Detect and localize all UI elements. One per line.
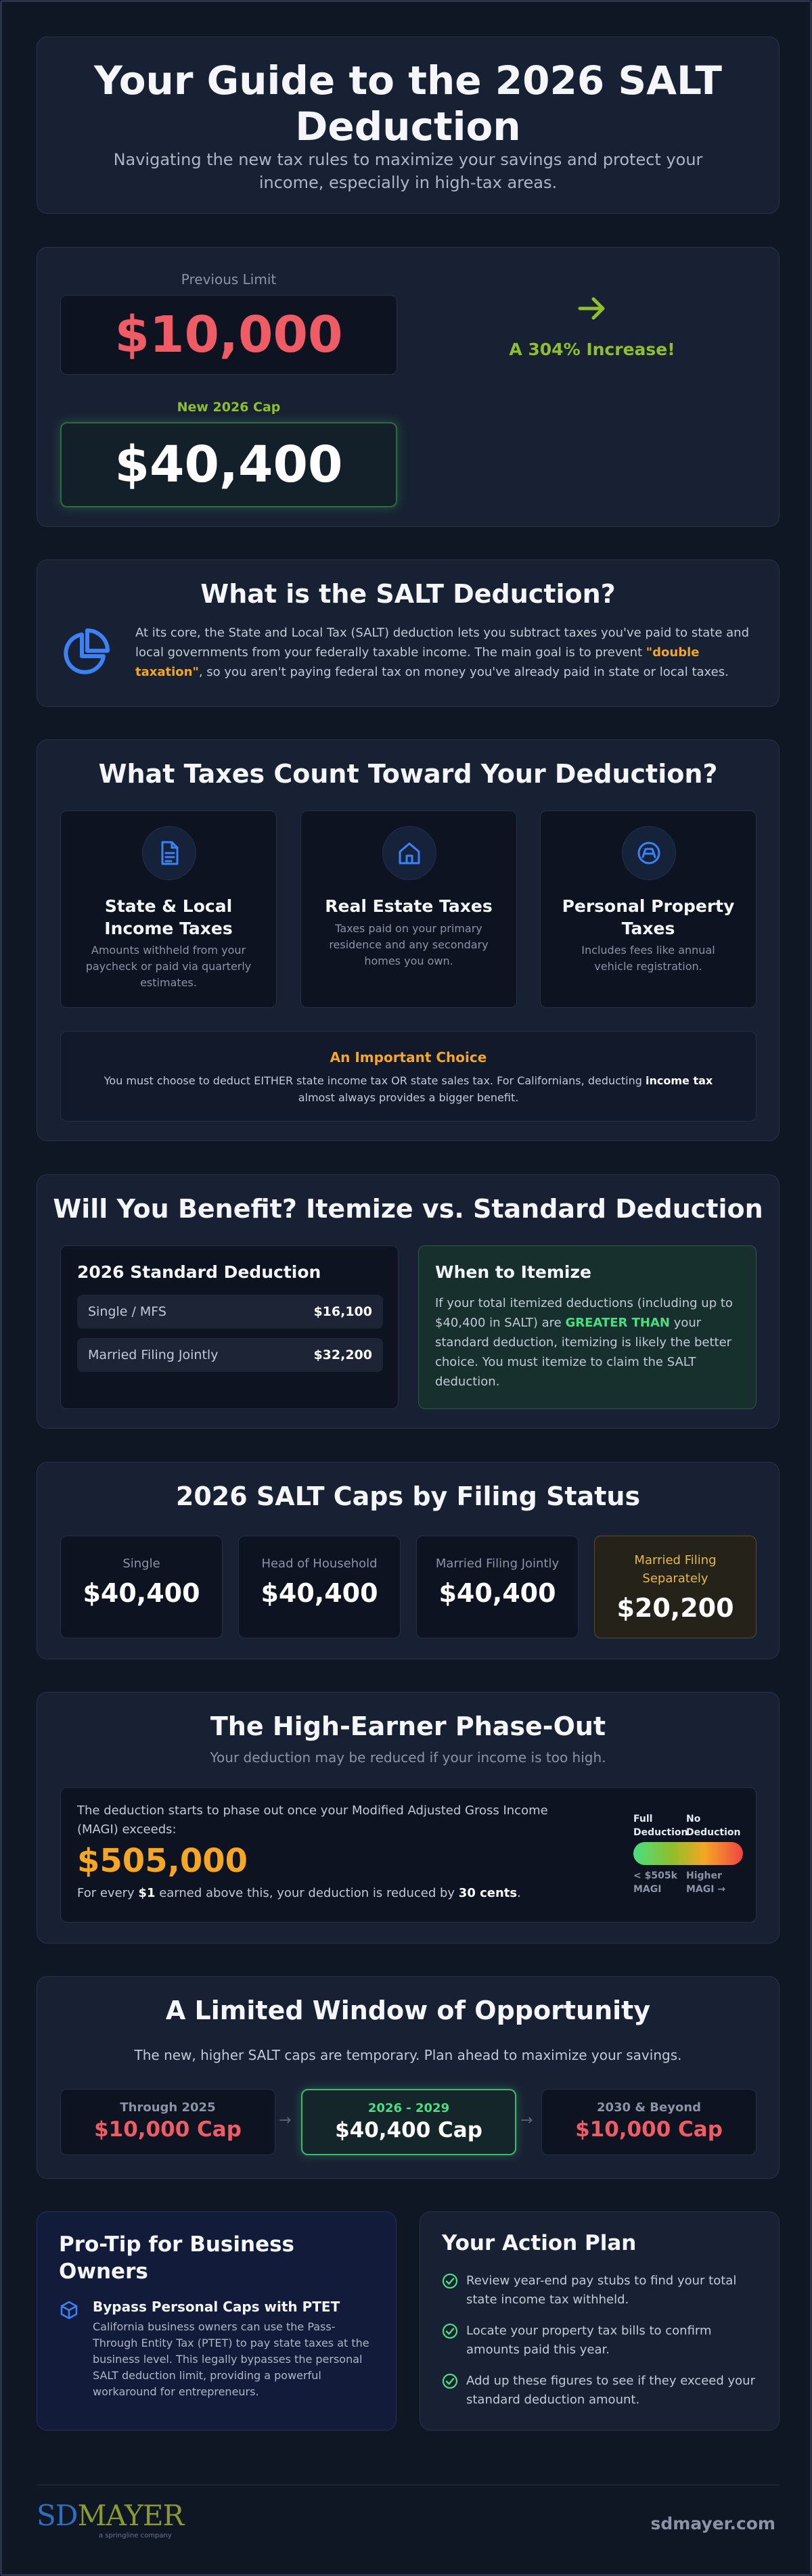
check-circle-icon [442,2323,458,2360]
note-part1: For every [77,1886,139,1900]
taxes-count-card [37,739,780,1141]
row-value: $32,200 [313,1348,372,1362]
bar-label-full: Full Deduction [633,1814,688,1838]
important-choice-title: An Important Choice [330,1049,487,1065]
protip-item-title: Bypass Personal Caps with PTET [93,2299,340,2315]
window-card [37,1976,780,2179]
arrow-right-icon: → [520,2112,533,2129]
arrow-right-icon: → [279,2112,292,2129]
what-is-card [37,559,780,707]
note-bold-dollar: $1 [138,1886,156,1900]
page-title: Your Guide to the 2026 SALT Deduction [94,58,722,150]
what-is-text-part1: At its core, the State and Local Tax (SALT) deduction lets you subtract taxes you've paid to state and local governments from your federally taxable income. The main goal is to prevent [135,626,750,660]
cap-value: $20,200 [616,1593,734,1623]
bar-label-none: No Deduction [686,1814,741,1838]
period-2026-2029 [301,2089,516,2155]
protip-title: Pro-Tip for Business Owners [59,2232,295,2284]
period-value: $40,400 Cap [335,2118,482,2142]
when-to-itemize-text [435,1293,740,1392]
period-label: 2026 - 2029 [367,2101,450,2115]
period-through-2025 [60,2089,275,2155]
comparison-card [37,247,780,527]
cube-icon [59,2300,79,2320]
new-cap-box [60,422,397,507]
when-text-part1: If your total itemized deductions (including up to $40,400 in SALT) are [435,1296,733,1330]
important-choice-box [60,1031,757,1122]
standard-deduction-box [60,1245,399,1409]
when-to-itemize-title: When to Itemize [435,1262,591,1282]
document-icon [142,826,196,880]
tax-type-desc: Taxes paid on your primary residence and any secondary homes you own. [329,922,489,967]
row-value: $16,100 [313,1304,372,1319]
period-value: $10,000 Cap [94,2117,242,2142]
cap-box-married-jointly [416,1536,579,1638]
tax-type-title: State & Local Income Taxes [104,896,233,938]
what-is-title: What is the SALT Deduction? [200,579,616,609]
bar-label-low-magi: < $505k MAGI [633,1870,677,1895]
cap-label: Head of Household [261,1557,378,1571]
standard-deduction-row [77,1338,383,1372]
phaseout-title: The High-Earner Phase-Out [210,1711,606,1741]
window-subtitle: The new, higher SALT caps are temporary. Plan ahead to maximize your savings. [134,2047,682,2063]
tax-type-title: Real Estate Taxes [325,896,493,916]
action-item [442,2322,767,2360]
window-title: A Limited Window of Opportunity [165,1996,651,2025]
previous-limit-box [60,295,397,375]
phaseout-subtitle: Your deduction may be reduced if your income is too high. [210,1749,606,1766]
action-plan-card [420,2211,780,2431]
when-to-itemize-box [418,1245,757,1409]
itemize-card [37,1174,780,1429]
increase-text: A 304% Increase! [509,340,675,359]
logo-mayer: MAYER [77,2499,184,2532]
period-label: 2030 & Beyond [596,2100,702,2115]
cap-value: $40,400 [261,1578,378,1608]
choice-text-part2: almost always provides a bigger benefit. [298,1091,519,1104]
important-choice-text [88,1072,729,1106]
period-value: $10,000 Cap [575,2117,723,2142]
standard-deduction-title: 2026 Standard Deduction [77,1262,321,1282]
tax-type-card-personal-property [540,810,757,1008]
cap-box-married-separately [594,1536,757,1638]
cap-box-single [60,1536,223,1638]
previous-limit-label: Previous Limit [181,271,277,288]
check-circle-icon [442,2373,458,2410]
car-icon [622,826,676,880]
note-bold-cents: 30 cents [458,1886,518,1900]
action-item-text: Locate your property tax bills to confirm amounts paid this year. [466,2324,712,2357]
caps-title: 2026 SALT Caps by Filing Status [175,1481,641,1511]
note-part2: earned above this, your deduction is reduced by [155,1886,459,1900]
choice-text-bold: income tax [646,1074,713,1087]
bar-label-high-magi: Higher MAGI → [686,1870,726,1895]
phaseout-gradient-bar [633,1842,743,1865]
cap-value: $40,400 [438,1578,556,1608]
logo-sd: SD [37,2499,78,2532]
when-text-part2: your standard deduction, itemizing is likely the better choice. You must itemize to claim the SALT deduction. [435,1316,732,1389]
caps-card [37,1462,780,1659]
tax-type-title: Personal Property Taxes [562,896,735,938]
what-is-text [135,623,752,682]
action-item-text: Add up these figures to see if they exceed your standard deduction amount. [466,2374,755,2407]
new-cap-value: $40,400 [114,436,343,494]
footer-url[interactable]: sdmayer.com [650,2514,775,2533]
row-label: Single / MFS [88,1304,166,1319]
phaseout-card [37,1692,780,1944]
tax-type-card-income [60,810,277,1008]
itemize-title: Will You Benefit? Itemize vs. Standard Deduction [53,1194,763,1224]
protip-item-text: California business owners can use the Pass-Through Entity Tax (PTET) to pay state taxes at the business level. This legally bypasses the personal SALT deduction limit, providing a powerful workaround for entrepreneurs. [93,2320,369,2398]
tax-type-card-real-estate [300,810,517,1008]
period-label: Through 2025 [120,2100,216,2115]
action-plan-title: Your Action Plan [442,2231,637,2255]
cap-label: Married Filing Separately [634,1553,717,1586]
cap-label: Single [122,1557,160,1571]
arrow-right-icon [572,288,612,329]
tax-type-desc: Amounts withheld from your paycheck or paid via quarterly estimates. [85,944,252,989]
header-card [37,37,780,214]
note-part3: . [517,1886,521,1900]
previous-limit-value: $10,000 [114,306,343,364]
cap-label: Married Filing Jointly [435,1557,560,1571]
choice-text-part1: You must choose to deduct EITHER state income tax OR state sales tax. For Californians, deducting [104,1074,646,1087]
sdmayer-logo [37,2500,183,2547]
phaseout-note [77,1886,521,1900]
double-taxation-highlight: "double taxation" [135,645,700,679]
phaseout-threshold: $505,000 [77,1842,248,1880]
taxes-count-title: What Taxes Count Toward Your Deduction? [98,759,718,789]
check-circle-icon [442,2273,458,2309]
phaseout-box [60,1787,757,1923]
new-cap-label: New 2026 Cap [177,400,281,415]
house-icon [382,826,436,880]
cap-box-head-of-household [238,1536,401,1638]
pie-chart-icon [59,628,110,679]
what-is-text-part2: , so you aren't paying federal tax on money you've already paid in state or local taxes. [198,665,729,679]
tax-type-desc: Includes fees like annual vehicle registration. [581,944,715,973]
standard-deduction-row [77,1295,383,1329]
protip-card [37,2211,397,2431]
logo-tagline: a springline company [99,2532,172,2539]
greater-than-highlight: GREATER THAN [565,1316,670,1330]
action-item-text: Review year-end pay stubs to find your total state income tax withheld. [466,2274,737,2307]
phaseout-intro: The deduction starts to phase out once your Modified Adjusted Gross Income (MAGI) exceeds: [77,1803,548,1837]
action-item [442,2272,767,2309]
period-2030-beyond [541,2089,757,2155]
action-item [442,2372,767,2410]
page-subtitle: Navigating the new tax rules to maximize your savings and protect your income, especially in high-tax areas. [113,150,703,192]
cap-value: $40,400 [83,1578,200,1608]
row-label: Married Filing Jointly [88,1348,219,1362]
